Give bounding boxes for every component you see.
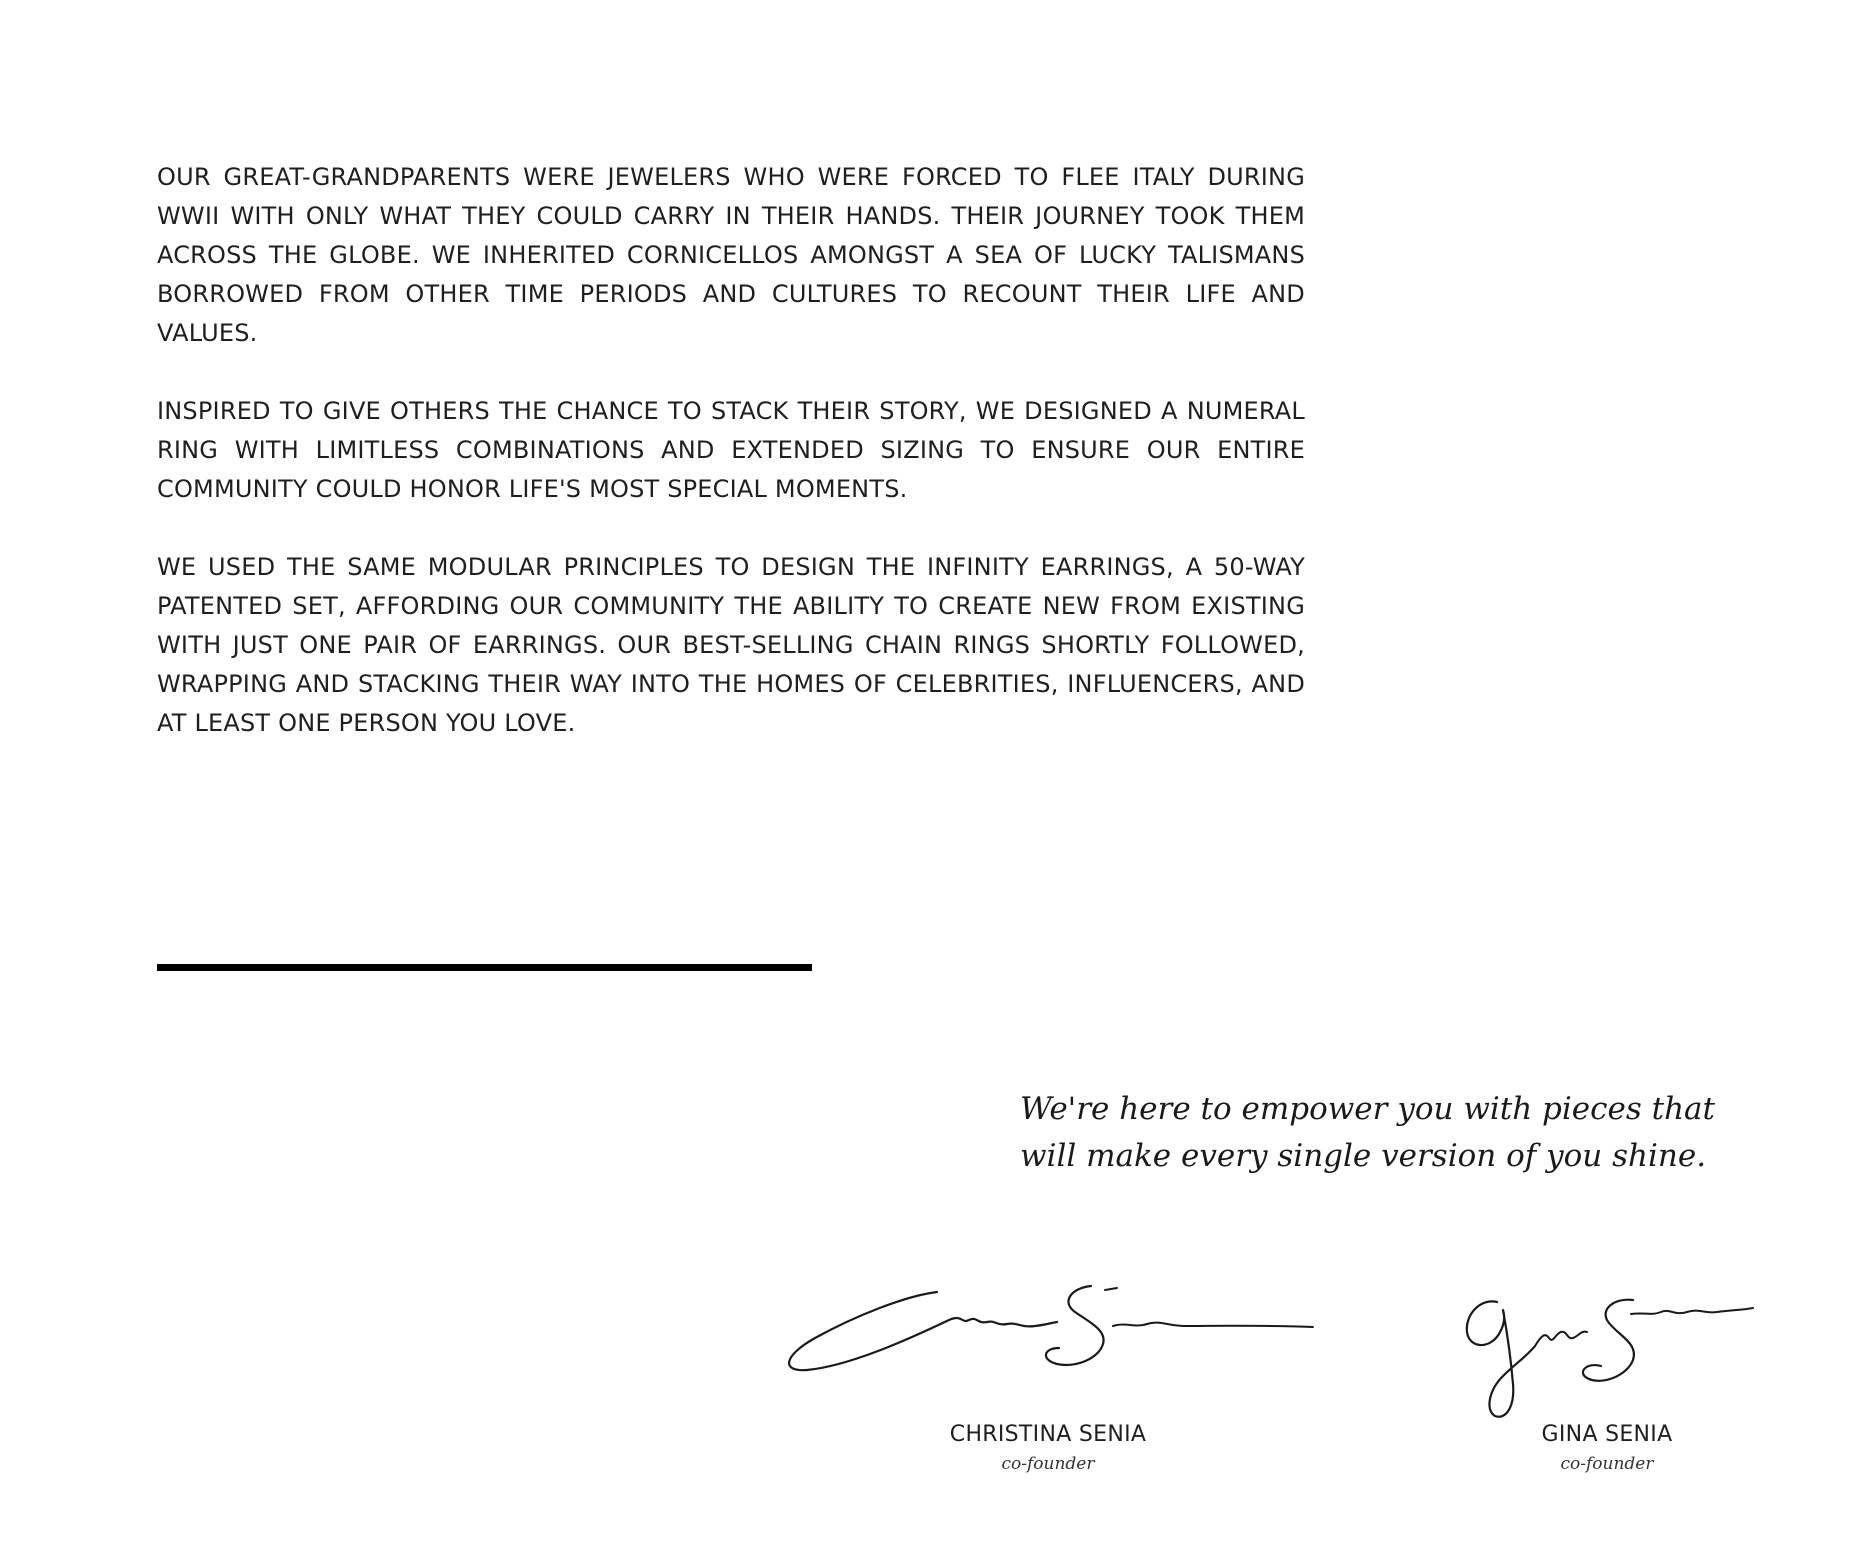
founder-name: GINA SENIA [1541, 1422, 1673, 1447]
quote-line: will make every single version of you shine. [1020, 1138, 1707, 1174]
quote-line: We're here to empower you with pieces that [1020, 1091, 1715, 1127]
story-paragraph: OUR GREAT-GRANDPARENTS WERE JEWELERS WHO WERE FORCED TO FLEE ITALY DURING WWII WITH ONLY WHAT THEY COULD CARRY IN THEIR HANDS. THEIR JOURNEY TOOK THEM ACROSS THE GLOBE. WE INHERITED CORNICELLOS AMONGST A SEA OF LUCKY TALISMANS BORROWED FROM OTHER TIME PERIODS AND CULTURES TO RECOUNT THEIR LIFE AND VALUES. [157, 163, 1305, 347]
divider-rule [157, 964, 812, 971]
founder-role: co-founder [1560, 1454, 1654, 1474]
gina-signature [1455, 1290, 1755, 1425]
christina-signature [785, 1282, 1320, 1392]
founder-gina [1472, 1420, 1742, 1478]
story-paragraph: INSPIRED TO GIVE OTHERS THE CHANCE TO STACK THEIR STORY, WE DESIGNED A NUMERAL RING WITH LIMITLESS COMBINATIONS AND EXTENDED SIZING TO ENSURE OUR ENTIRE COMMUNITY COULD HONOR LIFE'S MOST SPECIAL MOMENTS. [157, 397, 1305, 503]
story-paragraph: WE USED THE SAME MODULAR PRINCIPLES TO DESIGN THE INFINITY EARRINGS, A 50-WAY PATENTED SET, AFFORDING OUR COMMUNITY THE ABILITY TO CREATE NEW FROM EXISTING WITH JUST ONE PAIR OF EARRINGS. OUR BEST-SELLING CHAIN RINGS SHORTLY FOLLOWED, WRAPPING AND STACKING THEIR WAY INTO THE HOMES OF CELEBRITIES, INFLUENCERS, AND AT LEAST ONE PERSON YOU LOVE. [157, 553, 1305, 737]
founder-name: CHRISTINA SENIA [949, 1422, 1147, 1447]
founders-quote [1020, 1086, 1715, 1180]
story-text [157, 158, 1305, 782]
founder-christina [898, 1420, 1198, 1478]
founder-role: co-founder [1001, 1454, 1095, 1474]
